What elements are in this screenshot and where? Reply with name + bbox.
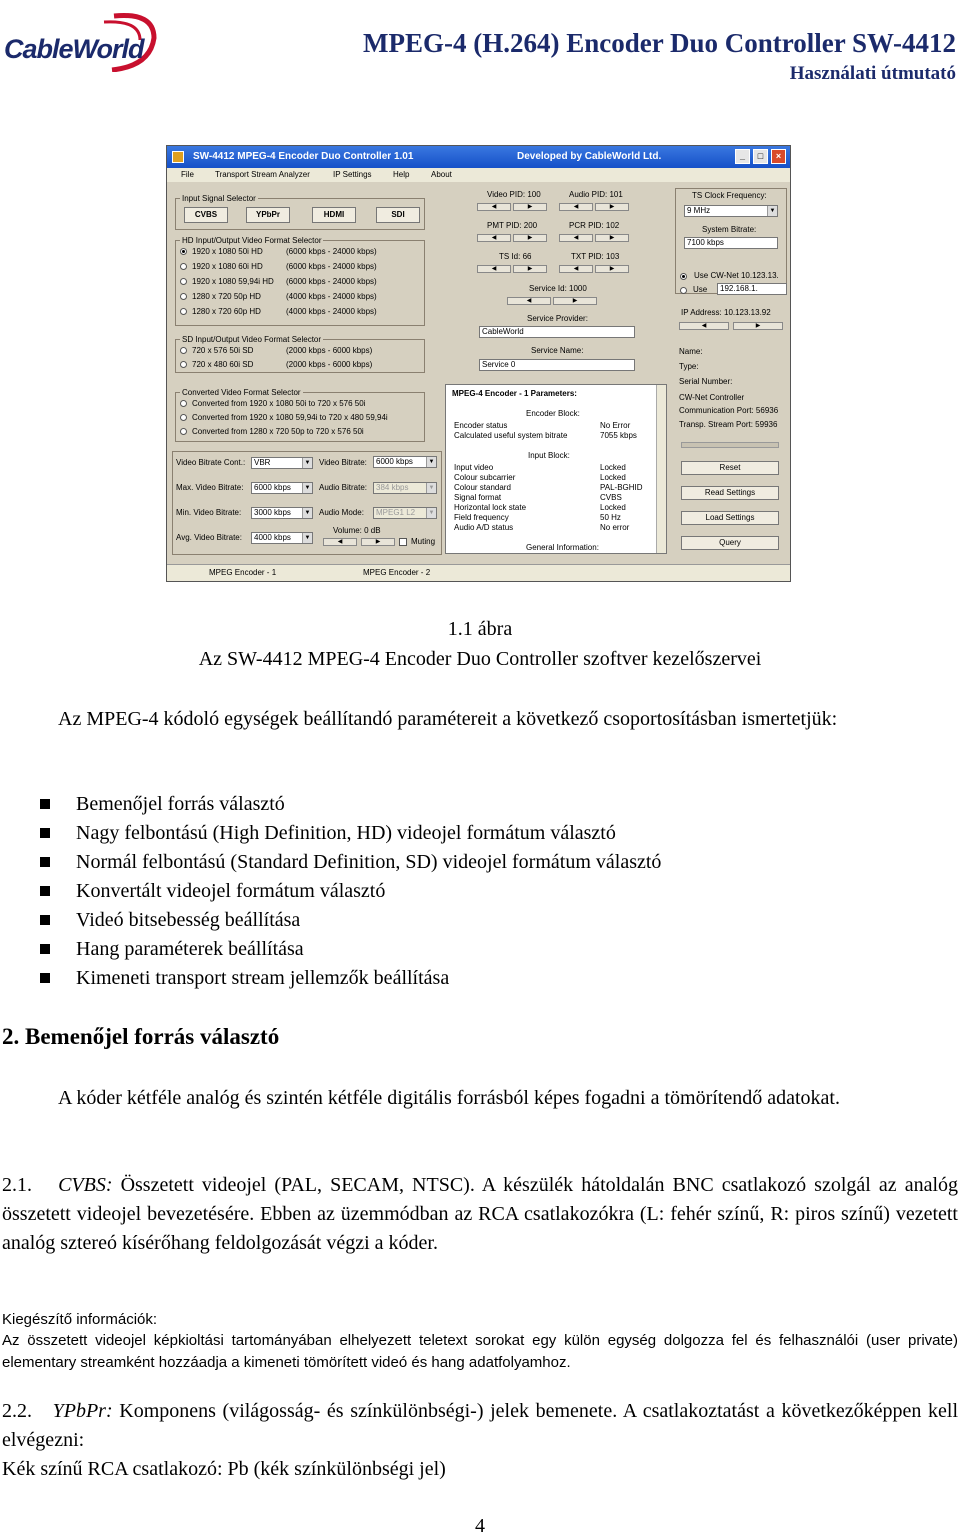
avg-bitrate-combo[interactable]: [251, 532, 313, 544]
param-value: Locked: [600, 463, 626, 472]
hd-option-rate: (4000 kbps - 24000 kbps): [286, 307, 377, 316]
bullet-item: [40, 848, 661, 877]
converted-option-radio[interactable]: [180, 400, 187, 407]
ypbpr-connection-line: Kék színű RCA csatlakozó: Pb (kék színkülönbségi jel): [2, 1458, 446, 1480]
ip-down[interactable]: ◀: [679, 322, 729, 330]
param-key: Audio A/D status: [454, 523, 514, 532]
ts-id-up[interactable]: ▶: [513, 265, 547, 273]
pid-group: [473, 186, 635, 355]
bullet-text: Videó bitsebesség beállítása: [76, 909, 301, 931]
combo-value: 6000 kbps: [376, 457, 413, 466]
converted-option-radio[interactable]: [180, 428, 187, 435]
audio-bitrate-combo[interactable]: [373, 482, 437, 494]
pcr-pid-down[interactable]: ◀: [559, 234, 593, 242]
audio-pid-label: Audio PID: 101: [569, 190, 623, 199]
bullet-square-icon: [40, 915, 50, 925]
converted-option-label: Converted from 1920 x 1080 50i to 720 x 576 50i: [192, 399, 366, 408]
query-button[interactable]: Query: [681, 536, 779, 550]
param-value: CVBS: [600, 493, 622, 502]
chevron-down-icon: ▼: [426, 483, 436, 493]
menu-file[interactable]: File: [181, 170, 194, 179]
extra-info-text: Az összetett videojel képkioltási tartományában elhelyezett teletext sorokat egy külön egység dolgozza fel és felhasználói (user private) elementary streamként hozzáadja a kimeneti tömörített videó és hang adatfolyamhoz.: [2, 1332, 958, 1371]
hd-option-rate: (6000 kbps - 24000 kbps): [286, 247, 377, 256]
group-label: Input Signal Selector: [182, 194, 256, 203]
min-bitrate-label: Min. Video Bitrate:: [176, 508, 242, 517]
bullet-text: Bemenőjel forrás választó: [76, 793, 285, 815]
cvbs-number: 2.1.: [2, 1174, 32, 1196]
txt-pid-label: TXT PID: 103: [571, 252, 620, 261]
progress-bar: [681, 442, 779, 448]
reset-button[interactable]: Reset: [681, 461, 779, 475]
system-bitrate-field: 7100 kbps: [684, 237, 778, 249]
type-label: Type:: [679, 362, 699, 371]
ts-port-label: Transp. Stream Port: 59936: [679, 420, 778, 429]
param-key: Encoder status: [454, 421, 508, 430]
extra-info-label: Kiegészítő információk:: [2, 1311, 158, 1328]
param-value: No error: [600, 523, 630, 532]
combo-value: 4000 kbps: [254, 533, 291, 542]
header-title: MPEG-4 (H.264) Encoder Duo Controller SW-4412: [363, 28, 956, 58]
chevron-down-icon: ▼: [302, 533, 312, 543]
hd-option-radio[interactable]: [180, 308, 187, 315]
menu-help[interactable]: Help: [393, 170, 410, 179]
param-value: 50 Hz: [600, 513, 621, 522]
converted-option-radio[interactable]: [180, 414, 187, 421]
video-pid-up[interactable]: ▶: [513, 203, 547, 211]
bullet-item: [40, 964, 661, 993]
param-key: Colour subcarrier: [454, 473, 516, 482]
logo-text: CableWorld: [4, 34, 144, 64]
service-name-input[interactable]: Service 0: [479, 359, 635, 371]
comm-port-label: Communication Port: 56936: [679, 406, 779, 415]
input-block-label: Input Block:: [528, 451, 570, 460]
group-label: Converted Video Format Selector: [182, 388, 301, 397]
use-cwnet-radio[interactable]: [680, 273, 687, 280]
converted-format-group: [175, 388, 425, 442]
group-label: SD Input/Output Video Format Selector: [182, 335, 322, 344]
input-selector-group: [175, 194, 425, 230]
bullet-square-icon: [40, 828, 50, 838]
txt-pid-up[interactable]: ▶: [595, 265, 629, 273]
intro-paragraph: Az MPEG-4 kódoló egységek beállítandó paramétereit a következő csoportosításban ismertetjük:: [58, 708, 838, 730]
audio-mode-label: Audio Mode:: [319, 508, 364, 517]
ip-address-label: IP Address: 10.123.13.92: [681, 308, 771, 317]
figure-number: 1.1 ábra: [447, 618, 513, 640]
service-id-up[interactable]: ▶: [553, 297, 597, 305]
video-pid-label: Video PID: 100: [487, 190, 541, 199]
ts-id-label: TS Id: 66: [499, 252, 532, 261]
combo-value: 3000 kbps: [254, 508, 291, 517]
combo-value: 9 MHz: [687, 206, 711, 215]
page-number: 4: [475, 1515, 485, 1537]
combo-value: MPEG1 L2: [376, 508, 416, 517]
use-custom-label: Use: [693, 285, 708, 294]
custom-ip-input[interactable]: 192.168.1.: [717, 283, 787, 295]
param-key: Input video: [454, 463, 494, 472]
audio-mode-combo[interactable]: [373, 507, 437, 519]
cvbs-text: Összetett videojel (PAL, SECAM, NTSC). A készülék hátoldalán BNC csatlakozó szolgál az analóg összetett videojel bevezetésére. Ebben az üzemmódban az RCA csatlakozókra (L: fehér színű, R: piros színű) vezetett analóg sztereó kísérőhang feldolgozását végzi a kóder.: [2, 1174, 959, 1254]
chevron-down-icon: ▼: [302, 458, 312, 468]
service-name-label: Service Name:: [531, 346, 584, 355]
hd-option-rate: (4000 kbps - 24000 kbps): [286, 292, 377, 301]
menu-ts-analyzer[interactable]: Transport Stream Analyzer: [215, 170, 310, 179]
chevron-down-icon: ▼: [302, 483, 312, 493]
audio-pid-down[interactable]: ◀: [559, 203, 593, 211]
hd-option-rate: (6000 kbps - 24000 kbps): [286, 277, 377, 286]
param-value: No Error: [600, 421, 631, 430]
video-bitrate-combo[interactable]: [373, 456, 437, 468]
chevron-down-icon: ▼: [426, 508, 436, 518]
sd-option-rate: (2000 kbps - 6000 kbps): [286, 360, 373, 369]
param-key: Colour standard: [454, 483, 511, 492]
ypbpr-term: YPbPr:: [52, 1400, 113, 1422]
header-subtitle: Használati útmutató: [789, 63, 956, 84]
audio-bitrate-label: Audio Bitrate:: [319, 483, 368, 492]
param-key: Signal format: [454, 493, 502, 502]
encoder-tabs: [167, 564, 790, 581]
bullet-text: Konvertált videojel formátum választó: [76, 880, 386, 902]
parameters-title: MPEG-4 Encoder - 1 Parameters:: [452, 389, 577, 398]
bullet-text: Kimeneti transport stream jellemzők beállítása: [76, 967, 450, 989]
software-screenshot: [166, 145, 791, 582]
chevron-down-icon: ▼: [426, 457, 436, 467]
hdmi-button[interactable]: HDMI: [312, 207, 356, 223]
ts-settings-group: [675, 188, 787, 294]
video-pid-down[interactable]: ◀: [477, 203, 511, 211]
menu-about[interactable]: About: [431, 170, 452, 179]
muting-label: Muting: [411, 537, 436, 546]
hd-format-group: [175, 236, 425, 326]
service-provider-label: Service Provider:: [527, 314, 588, 323]
hd-option-format: 1280 x 720 60p HD: [192, 307, 261, 316]
combo-value: VBR: [254, 458, 271, 467]
min-bitrate-combo[interactable]: [251, 507, 313, 519]
max-bitrate-combo[interactable]: [251, 482, 313, 494]
section-heading: 2. Bemenőjel forrás választó: [2, 1024, 280, 1049]
bullet-square-icon: [40, 886, 50, 896]
volume-label: Volume: 0 dB: [333, 526, 381, 535]
encoder-block-label: Encoder Block:: [526, 409, 580, 418]
ypbpr-text: Komponens (világosság- és színkülönbségi-) jelek bemenete. A csatlakoztatást a következőképpen kell elvégezni:: [2, 1400, 959, 1451]
cableworld-logo: [4, 8, 164, 72]
bullet-item: [40, 790, 661, 819]
figure-caption: Az SW-4412 MPEG-4 Encoder Duo Controller szoftver kezelőszervei: [198, 648, 762, 670]
parameters-panel: [445, 384, 667, 554]
cvbs-term: CVBS:: [58, 1174, 113, 1196]
load-settings-button[interactable]: Load Settings: [681, 511, 779, 525]
sd-option-radio[interactable]: [180, 361, 187, 368]
converted-option-label: Converted from 1280 x 720 50p to 720 x 576 50i: [192, 427, 364, 436]
bullet-text: Hang paraméterek beállítása: [76, 938, 304, 960]
param-value: 7055 kbps: [600, 431, 637, 440]
window-title: SW-4412 MPEG-4 Encoder Duo Controller 1.01: [193, 151, 414, 162]
service-provider-input[interactable]: CableWorld: [479, 326, 635, 338]
video-bitrate-control-combo[interactable]: [251, 457, 313, 469]
hd-option-radio[interactable]: [180, 248, 187, 255]
bullet-square-icon: [40, 973, 50, 983]
bullet-item: [40, 877, 661, 906]
hd-option-radio[interactable]: [180, 263, 187, 270]
bullet-square-icon: [40, 857, 50, 867]
ts-clock-label: TS Clock Frequency:: [692, 191, 767, 200]
sd-option-format: 720 x 480 60i SD: [192, 360, 254, 369]
bullet-text: Nagy felbontású (High Definition, HD) videojel formátum választó: [76, 822, 616, 844]
volume-down-button[interactable]: ◀: [323, 538, 357, 546]
hd-option-format: 1920 x 1080 59,94i HD: [192, 277, 274, 286]
param-key: Horizontal lock state: [454, 503, 527, 512]
cvbs-button[interactable]: CVBS: [184, 207, 228, 223]
hd-option-format: 1280 x 720 50p HD: [192, 292, 261, 301]
ts-clock-combo[interactable]: [684, 205, 778, 217]
sdi-button[interactable]: SDI: [376, 207, 420, 223]
general-info-label: General Information:: [526, 543, 599, 552]
chevron-down-icon: ▼: [767, 206, 777, 216]
volume-up-button[interactable]: ▶: [361, 538, 395, 546]
section-paragraph: A kóder kétféle analóg és szintén kétféle digitális forrásból képes fogadni a tömörítendő adatokat.: [58, 1087, 840, 1109]
system-bitrate-label: System Bitrate:: [702, 225, 757, 234]
max-bitrate-label: Max. Video Bitrate:: [176, 483, 244, 492]
ypbpr-paragraph: [2, 1397, 958, 1455]
muting-checkbox[interactable]: [399, 538, 407, 546]
video-bitrate-label: Video Bitrate:: [319, 458, 367, 467]
hd-option-rate: (6000 kbps - 24000 kbps): [286, 262, 377, 271]
bullet-square-icon: [40, 944, 50, 954]
param-value: Locked: [600, 473, 626, 482]
bullet-item: [40, 935, 661, 964]
sd-option-rate: (2000 kbps - 6000 kbps): [286, 346, 373, 355]
bullet-item: [40, 906, 661, 935]
converted-option-label: Converted from 1920 x 1080 59,94i to 720 x 480 59,94i: [192, 413, 388, 422]
service-id-label: Service Id: 1000: [529, 284, 587, 293]
pcr-pid-up[interactable]: ▶: [595, 234, 629, 242]
name-label: Name:: [679, 347, 703, 356]
bitrate-group: [172, 451, 442, 555]
param-key: Calculated useful system bitrate: [454, 431, 568, 440]
cwnet-controller-label: CW-Net Controller: [679, 393, 745, 402]
combo-value: 6000 kbps: [254, 483, 291, 492]
tab-encoder-2[interactable]: MPEG Encoder - 2: [363, 568, 431, 577]
service-id-down[interactable]: ◀: [507, 297, 551, 305]
use-custom-radio[interactable]: [680, 287, 687, 294]
ts-id-down[interactable]: ◀: [477, 265, 511, 273]
hd-option-radio[interactable]: [180, 293, 187, 300]
hd-option-format: 1920 x 1080 50i HD: [192, 247, 263, 256]
bullet-list: [40, 790, 661, 993]
pcr-pid-label: PCR PID: 102: [569, 221, 620, 230]
tab-encoder-1[interactable]: MPEG Encoder - 1: [209, 568, 277, 577]
param-value: PAL-BGHID: [600, 483, 643, 492]
minimize-button[interactable]: _: [735, 149, 750, 164]
sd-option-radio[interactable]: [180, 347, 187, 354]
hd-option-format: 1920 x 1080 60i HD: [192, 262, 263, 271]
cvbs-paragraph: [2, 1171, 958, 1258]
ypbpr-button[interactable]: YPbPr: [246, 207, 290, 223]
serial-label: Serial Number:: [679, 377, 733, 386]
param-value: Locked: [600, 503, 626, 512]
use-cwnet-label: Use CW-Net 10.123.13.: [694, 271, 779, 280]
read-settings-button[interactable]: Read Settings: [681, 486, 779, 500]
chevron-down-icon: ▼: [302, 508, 312, 518]
group-label: HD Input/Output Video Format Selector: [182, 236, 322, 245]
audio-pid-up[interactable]: ▶: [595, 203, 629, 211]
ypbpr-number: 2.2.: [2, 1400, 32, 1422]
menu-ip-settings[interactable]: IP Settings: [333, 170, 372, 179]
combo-value: 384 kbps: [376, 483, 409, 492]
pmt-pid-down[interactable]: ◀: [477, 234, 511, 242]
app-icon: [172, 151, 184, 163]
parameters-scrollbar[interactable]: [656, 385, 666, 553]
bullet-text: Normál felbontású (Standard Definition, SD) videojel formátum választó: [76, 851, 662, 873]
ip-up[interactable]: ▶: [733, 322, 783, 330]
pmt-pid-up[interactable]: ▶: [513, 234, 547, 242]
bullet-square-icon: [40, 799, 50, 809]
close-button[interactable]: ×: [771, 149, 786, 164]
hd-option-radio[interactable]: [180, 278, 187, 285]
txt-pid-down[interactable]: ◀: [559, 265, 593, 273]
bullet-item: [40, 819, 661, 848]
param-key: Field frequency: [454, 513, 509, 522]
sd-format-group: [175, 335, 425, 373]
video-bitrate-control-label: Video Bitrate Cont.:: [176, 458, 246, 467]
pmt-pid-label: PMT PID: 200: [487, 221, 538, 230]
sd-option-format: 720 x 576 50i SD: [192, 346, 254, 355]
window-titlebar: [167, 146, 790, 168]
developer-text: Developed by CableWorld Ltd.: [517, 151, 662, 162]
maximize-button[interactable]: □: [753, 149, 768, 164]
avg-bitrate-label: Avg. Video Bitrate:: [176, 533, 242, 542]
menu-bar: [167, 168, 790, 182]
